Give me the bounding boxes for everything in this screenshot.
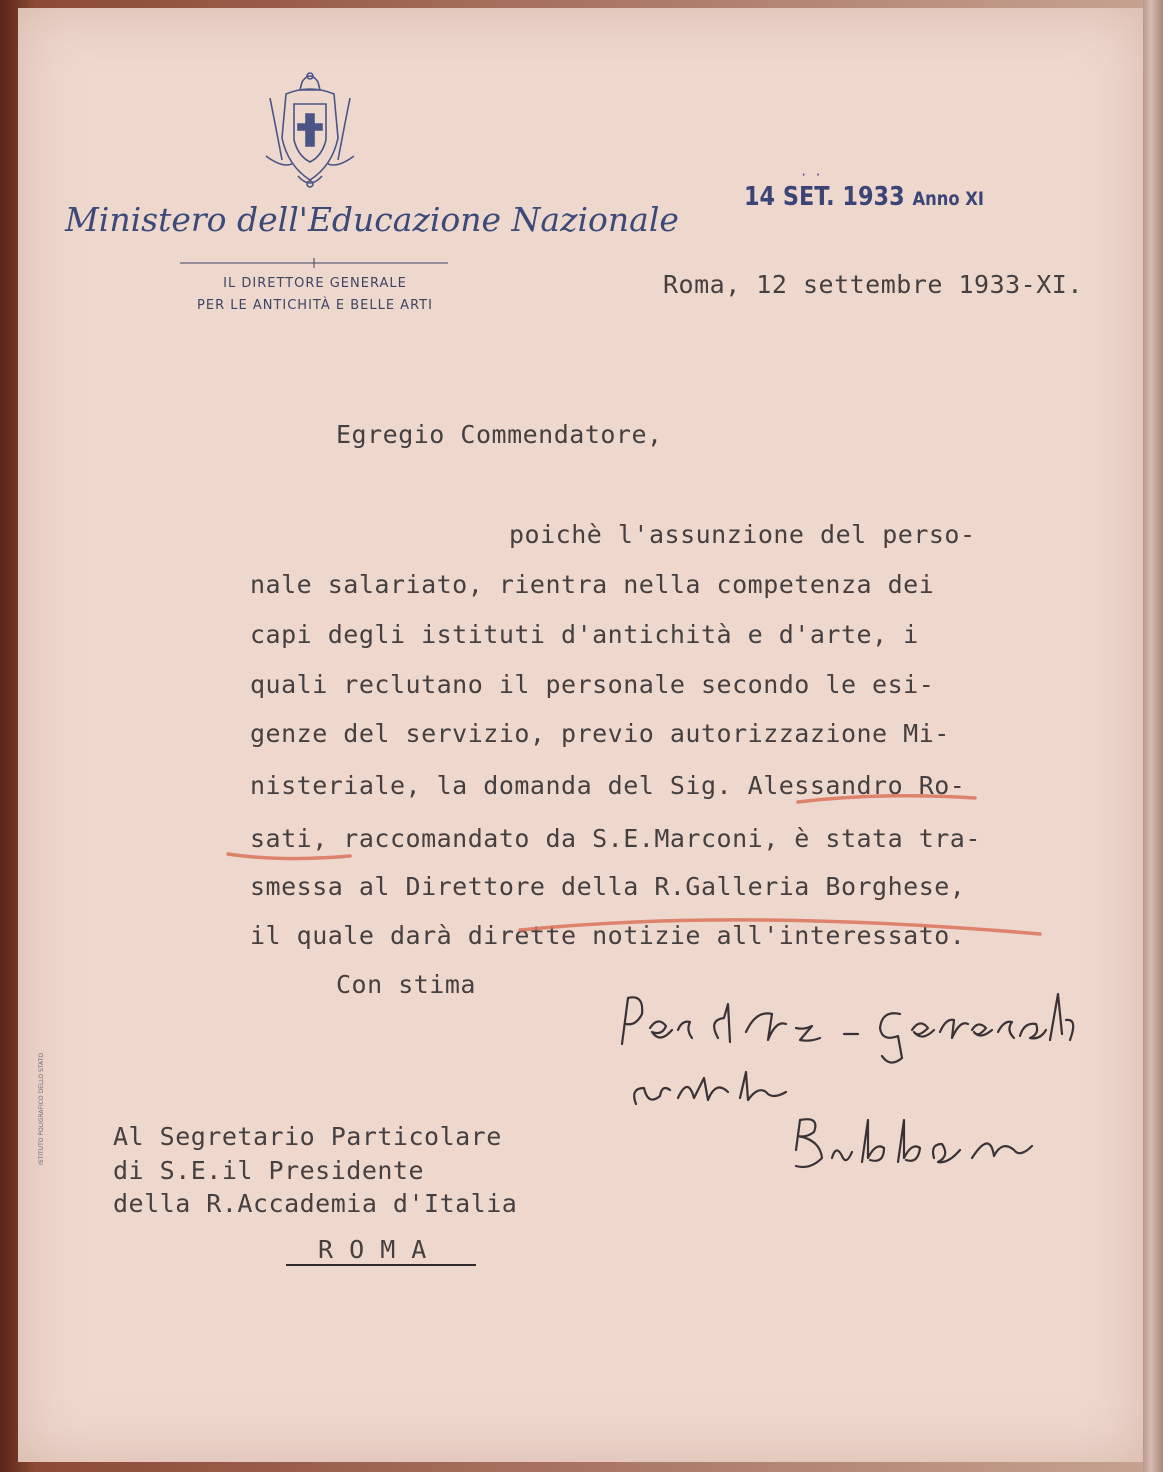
department-title: PER LE ANTICHITÀ E BELLE ARTI <box>197 298 433 313</box>
body-line-4: quali reclutano il personale secondo le esi- <box>250 670 935 699</box>
director-title: IL DIRETTORE GENERALE <box>223 276 407 291</box>
salutation: Egregio Commendatore, <box>336 420 663 449</box>
letterhead-rule <box>180 258 448 268</box>
body-line-2: nale salariato, rientra nella competenza dei <box>250 570 935 599</box>
stamp-dots: · · <box>800 168 822 182</box>
recipient-line-1: Al Segretario Particolare <box>113 1122 502 1151</box>
red-pencil-marks <box>220 780 1060 950</box>
ministry-name: Ministero dell'Educazione Nazionale <box>65 200 679 239</box>
received-stamp <box>744 182 984 212</box>
body-line-9: il quale darà dirette notizie all'interessato. <box>250 921 966 950</box>
royal-crest-icon <box>262 68 358 192</box>
body-line-5: genze del servizio, previo autorizzazione Mi- <box>250 719 950 748</box>
body-line-3: capi degli istituti d'antichità e d'arte, i <box>250 620 919 649</box>
body-line-8: smessa al Direttore della R.Galleria Borghese, <box>250 872 966 901</box>
recipient-line-2: di S.E.il Presidente <box>113 1156 425 1185</box>
date-line: Roma, 12 settembre 1933-XI. <box>663 270 1083 299</box>
body-line-6: nisteriale, la domanda del Sig. Alessandro Ro- <box>250 771 966 800</box>
page-edge <box>1143 0 1163 1472</box>
recipient-city: R O M A <box>318 1235 427 1264</box>
body-line-7: sati, raccomandato da S.E.Marconi, è stata tra- <box>250 824 981 853</box>
stamp-year: Anno XI <box>912 188 984 210</box>
recipient-line-3: della R.Accademia d'Italia <box>113 1189 518 1218</box>
handwritten-signature <box>600 980 1080 1210</box>
closing: Con stima <box>336 970 476 999</box>
stamp-date: 14 SET. 1933 <box>744 182 905 212</box>
body-line-1: poichè l'assunzione del perso- <box>509 520 976 549</box>
printer-imprint: ISTITUTO POLIGRAFICO DELLO STATO <box>38 1052 45 1165</box>
city-underline <box>286 1264 476 1266</box>
